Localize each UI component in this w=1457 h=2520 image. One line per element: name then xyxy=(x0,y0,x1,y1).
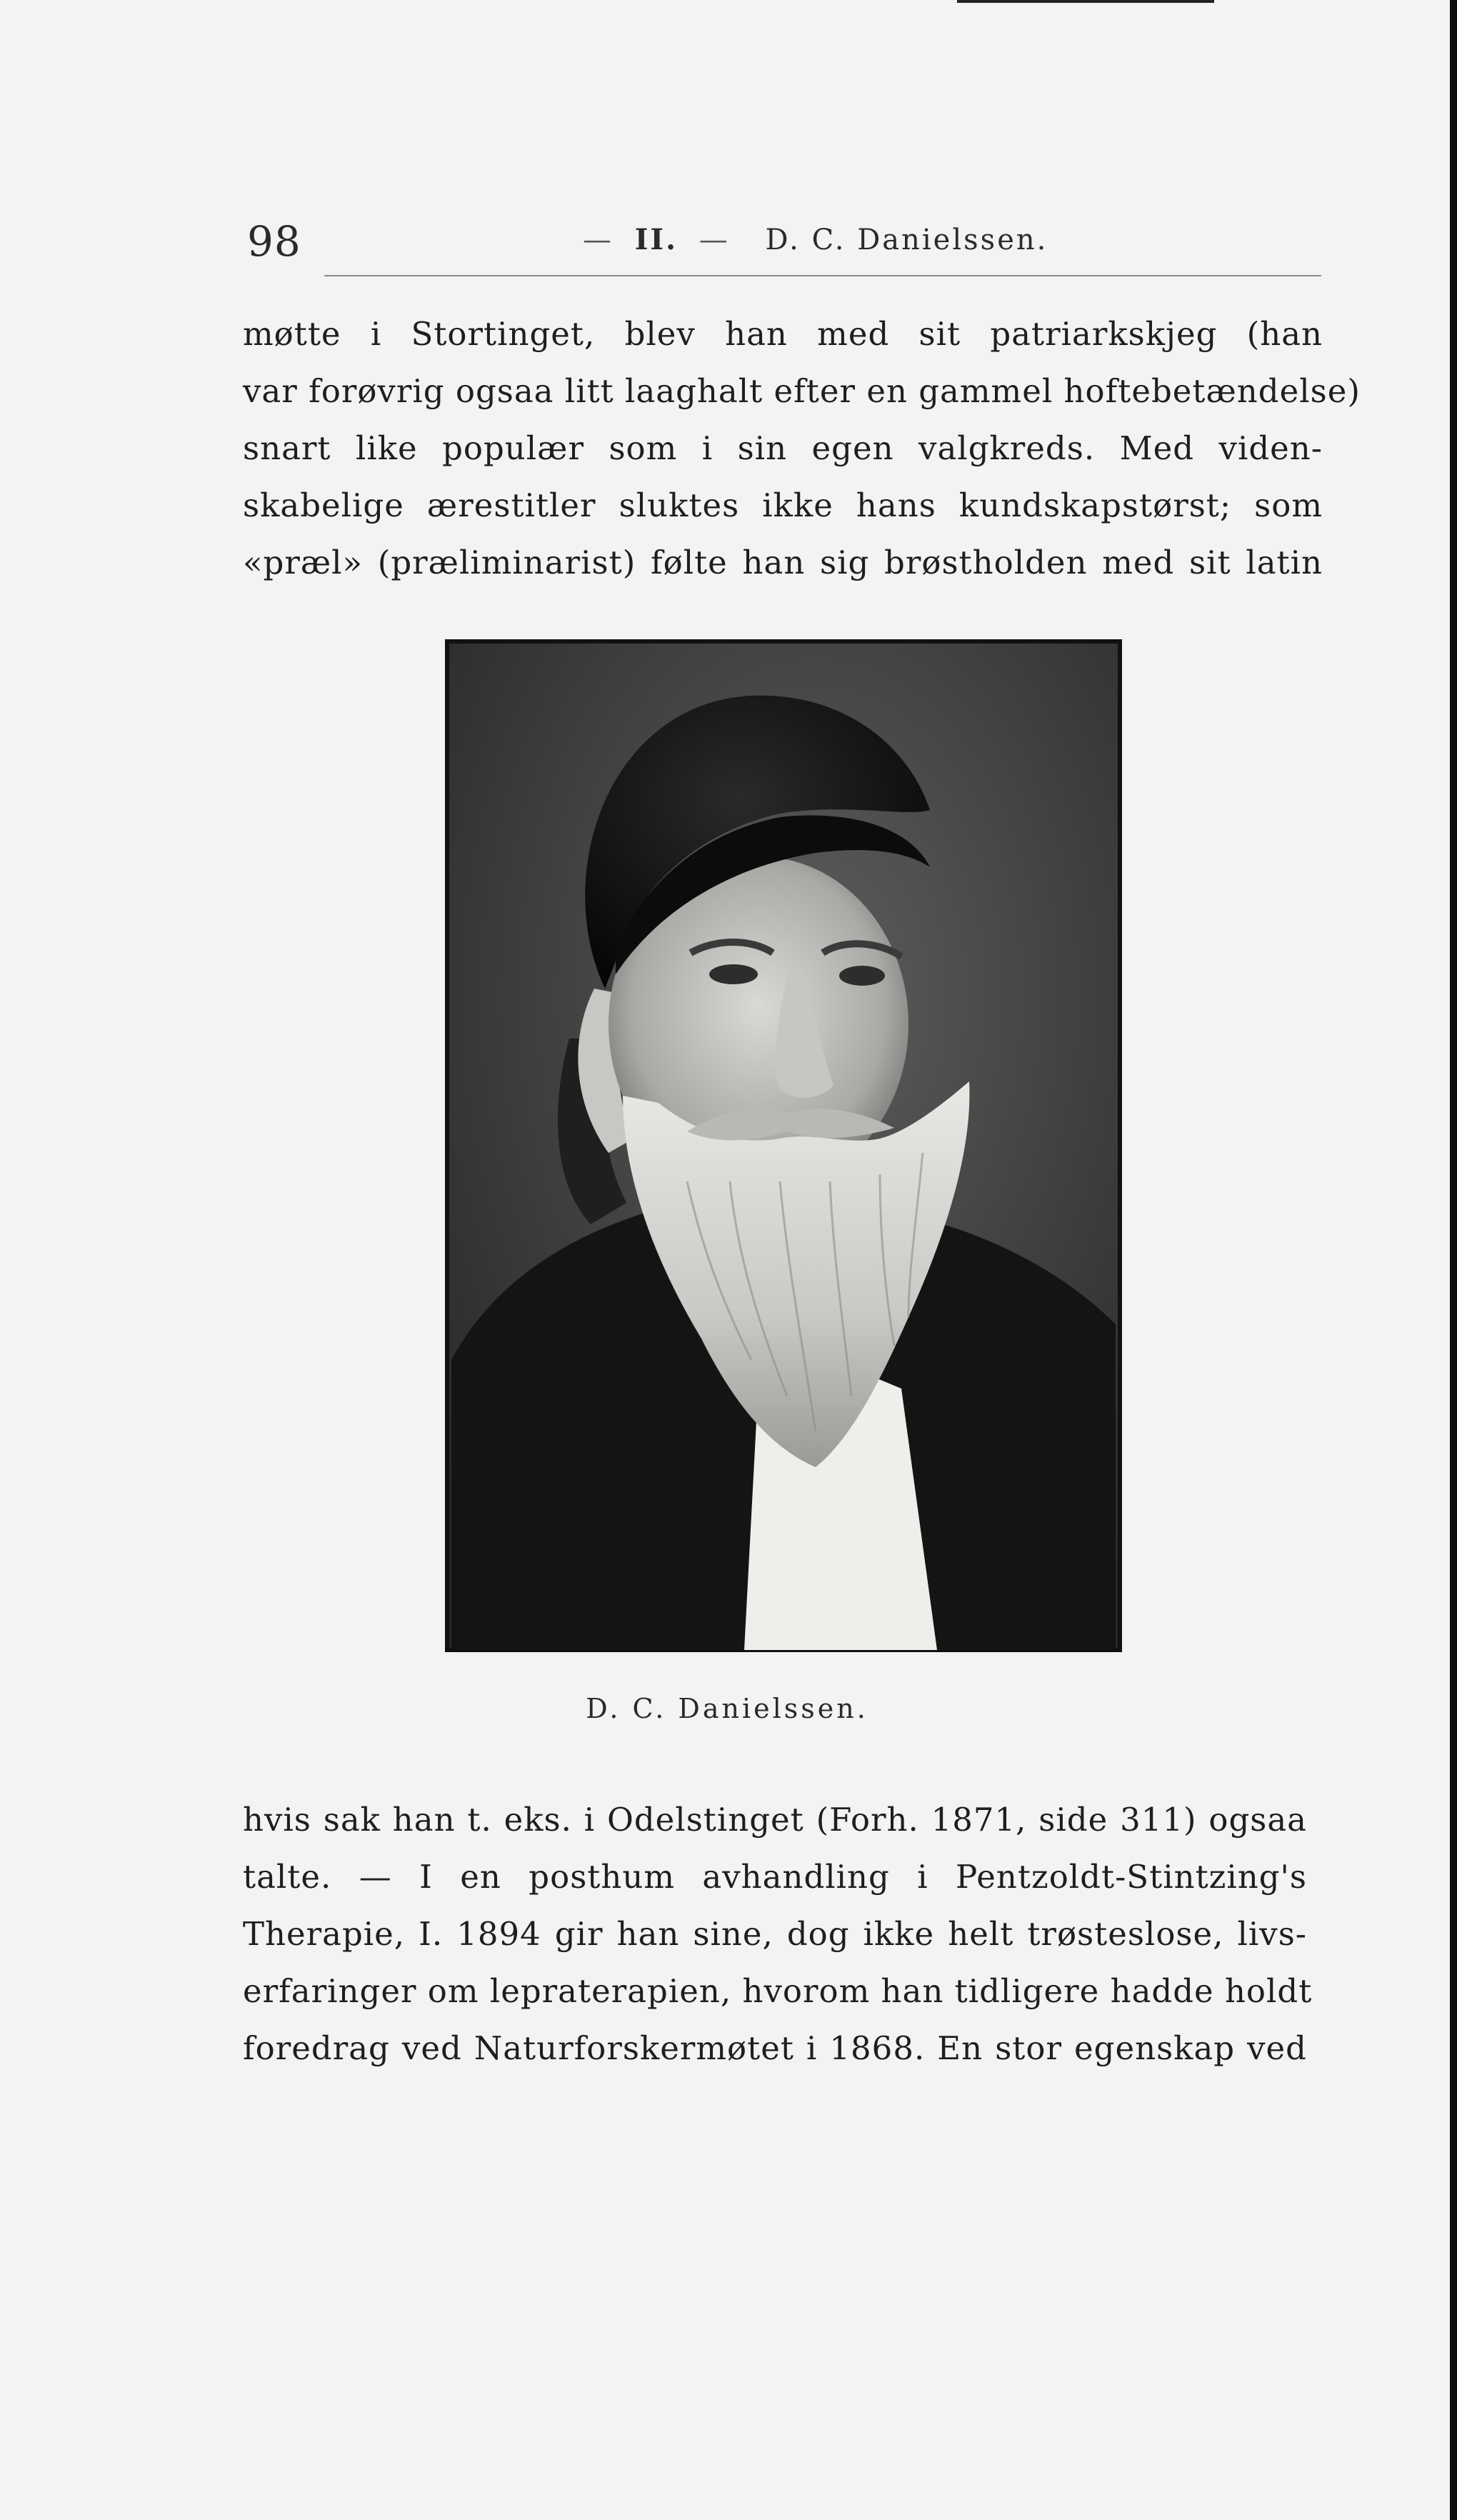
page-header xyxy=(247,214,1318,271)
text-line: snart like populær som i sin egen valgkreds. Med viden- xyxy=(243,429,1323,467)
text-line: skabelige ærestitler sluktes ikke hans kundskapstørst; som xyxy=(243,486,1323,524)
text-line: talte. — I en posthum avhandling i Pentzoldt-Stintzing's xyxy=(243,1858,1307,1896)
page-number: 98 xyxy=(247,217,301,266)
text-line: møtte i Stortinget, blev han med sit patriarkskjeg (han xyxy=(243,315,1323,353)
figure-caption: D. C. Danielssen. xyxy=(586,1693,868,1724)
text-line: Therapie, I. 1894 gir han sine, dog ikke helt trøsteslose, livs- xyxy=(243,1915,1307,1953)
portrait-photograph xyxy=(444,639,1123,1653)
text-line: erfaringer om lepraterapien, hvorom han tidligere hadde holdt xyxy=(243,1972,1313,2010)
running-head-section: II. xyxy=(634,223,679,256)
scan-edge-rule xyxy=(957,0,1214,3)
header-rule xyxy=(324,275,1321,276)
text-line: hvis sak han t. eks. i Odelstinget (Forh. 1871, side 311) ogsaa xyxy=(243,1801,1307,1839)
text-line: var forøvrig ogsaa litt laaghalt efter en gammel hoftebetændelse) xyxy=(243,372,1361,410)
scan-border xyxy=(1450,0,1457,2520)
text-line: «præl» (præliminarist) følte han sig brøstholden med sit latin xyxy=(243,544,1323,581)
running-head: — II. — D. C. Danielssen. xyxy=(583,223,1048,256)
text-line: foredrag ved Naturforskermøtet i 1868. En stor egenskap ved xyxy=(243,2029,1307,2067)
body-text-top xyxy=(243,306,1361,591)
running-head-title: D. C. Danielssen. xyxy=(765,224,1048,256)
body-text-bottom xyxy=(243,1791,1313,2077)
